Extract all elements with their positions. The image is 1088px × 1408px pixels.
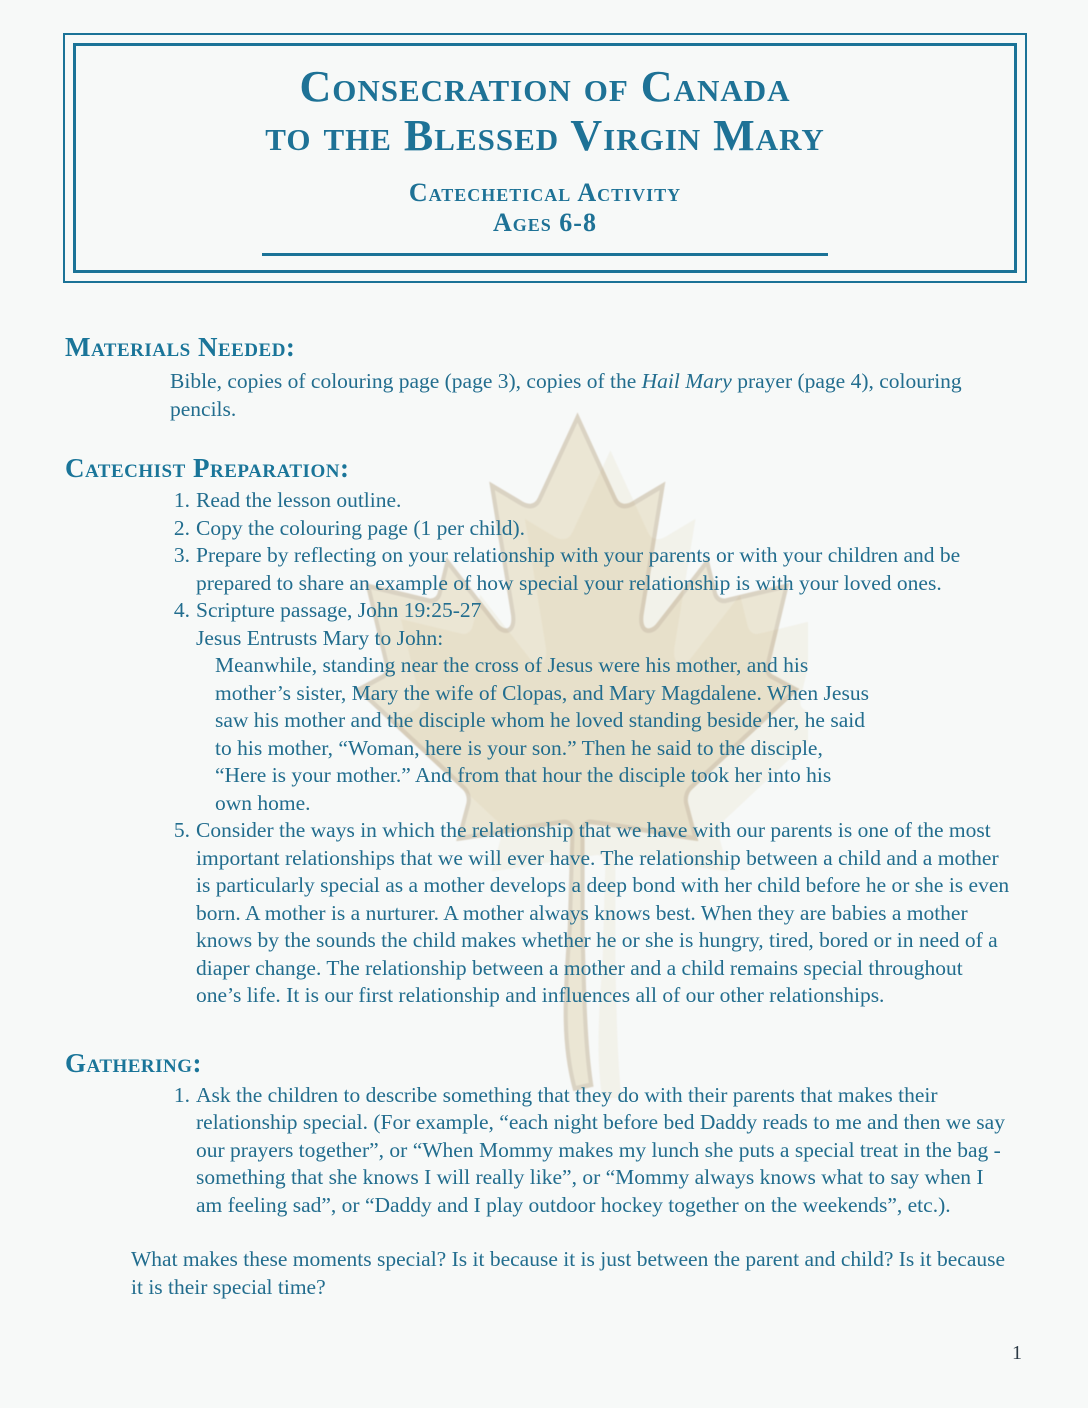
prep-item-5 xyxy=(173,817,1013,1010)
prep-item-1-number: 1. xyxy=(173,488,190,512)
materials-text-end: prayer (page 4), colouring pencils. xyxy=(170,369,962,421)
prep-item-1 xyxy=(173,487,1013,515)
prep-item-3-number: 3. xyxy=(173,543,190,567)
prep-item-5-text: Consider the ways in which the relationship that we have with our parents is one of the most important relationships that we will ever have. The relationship between a child and a mother is particularly special as a mother develops a deep bond with her child before he or she is even born. A mother is a nurturer. A mother always knows best. When they are babies a mother knows by the sounds the child makes whether he or she is hungry, tired, bored or in need of a diaper change. The relationship between a mother and a child remains special throughout one’s life. It is our first relationship and influences all of our other relationships. xyxy=(196,818,1010,1007)
preparation-list xyxy=(65,487,1088,1010)
page-title-line1: Consecration of Canada xyxy=(299,62,791,111)
prep-item-4-number: 4. xyxy=(173,598,190,622)
title-box-inner xyxy=(73,43,1017,273)
section-gathering xyxy=(65,1048,1088,1220)
prep-item-3-text: Prepare by reflecting on your relationship with your parents or with your children and be prepared to share an example of how special your relationship is with your loved ones. xyxy=(196,543,961,595)
title-divider xyxy=(262,253,828,256)
page-title-line2: to the Blessed Virgin Mary xyxy=(265,111,825,160)
page-subtitle: Catechetical Activity xyxy=(408,178,682,207)
gathering-heading: Gathering: xyxy=(65,1047,203,1078)
prep-item-2 xyxy=(173,515,1013,543)
title-box xyxy=(63,33,1027,283)
gathering-item-1 xyxy=(173,1082,1013,1220)
section-preparation xyxy=(65,453,1088,1010)
prep-item-2-text: Copy the colouring page (1 per child). xyxy=(196,515,525,540)
prep-item-4 xyxy=(173,597,1013,817)
gathering-list xyxy=(65,1082,1088,1220)
section-materials xyxy=(65,332,1088,423)
prep-item-5-number: 5. xyxy=(173,818,190,842)
ages-label: Ages 6-8 xyxy=(493,208,597,237)
materials-text-italic: Hail Mary xyxy=(641,369,732,393)
prep-item-1-text: Read the lesson outline. xyxy=(196,488,402,512)
prep-item-2-number: 2. xyxy=(173,515,190,540)
scripture-quote: Meanwhile, standing near the cross of Jesus were his mother, and his mother’s sister, Mary the wife of Clopas, and Mary Magdalene. When Jesus saw his mother and the disciple whom he loved standing beside her, he said to his mother, “Woman, here is your son.” Then he said to the disciple, “Here is your mother.” And from that hour the disciple took her into his own home. xyxy=(215,653,869,815)
materials-text-start: Bible, copies of colouring page (page 3), copies of the xyxy=(170,369,642,393)
prep-item-3 xyxy=(173,542,1013,597)
gathering-followup-questions: What makes these moments special? Is it because it is just between the parent and child? Is it because it is their special time? xyxy=(131,1247,1006,1299)
gathering-item-1-text: Ask the children to describe something that they do with their parents that makes their relationship special. (For example, “each night before bed Daddy reads to me and then we say our prayers together”, or “When Mommy makes my lunch she puts a special treat in the bag - something that she knows I will really like”, or “Mommy always knows what to say when I am feeling sad”, or “Daddy and I play outdoor hockey together on the weekends”, etc.). xyxy=(196,1082,1005,1217)
preparation-heading: Catechist Preparation: xyxy=(65,453,350,483)
prep-item-4-text: Scripture passage, John 19:25-27 xyxy=(196,598,482,622)
scripture-subheading: Jesus Entrusts Mary to John: xyxy=(196,625,444,650)
materials-heading: Materials Needed: xyxy=(65,332,296,362)
gathering-item-1-number: 1. xyxy=(173,1082,190,1107)
materials-body xyxy=(170,368,1028,423)
page-content xyxy=(0,33,1088,1301)
page-number: 1 xyxy=(1012,1342,1022,1364)
